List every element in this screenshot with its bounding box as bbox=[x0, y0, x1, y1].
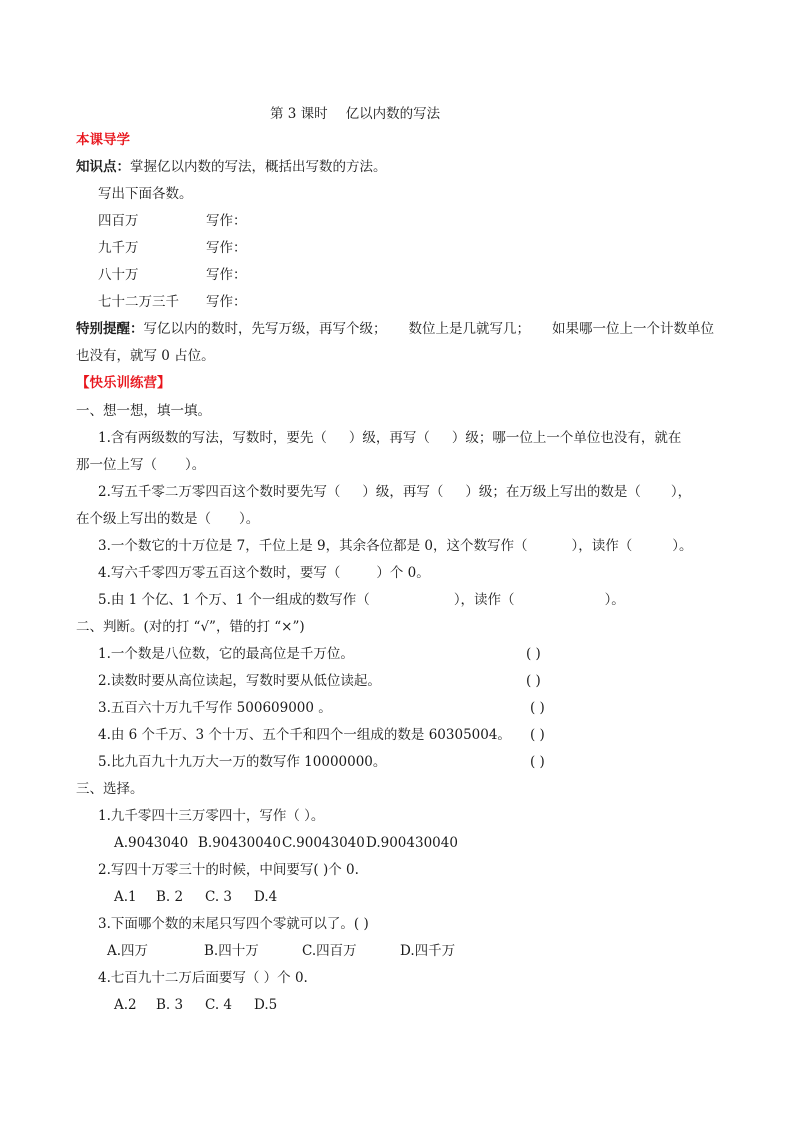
reminder-text-a: 写亿以内的数时，先写万级，再写个级； bbox=[143, 321, 387, 337]
judge-item bbox=[98, 753, 598, 771]
choice-option-a[interactable]: A.2 bbox=[114, 997, 137, 1013]
q2-text-e: 在个级上写出的数是（ bbox=[76, 511, 211, 527]
judge-answer-box[interactable]: ( ) bbox=[526, 646, 541, 662]
q1-text-c: ）级；哪一位上一个单位也没有，就在 bbox=[451, 430, 682, 446]
lesson-topic: 亿以内数的写法 bbox=[345, 106, 441, 122]
choice-question: 4.七百九十二万后面要写（ ）个 0. bbox=[98, 970, 308, 986]
judge-item bbox=[98, 699, 598, 717]
part3-heading: 三、选择。 bbox=[76, 781, 144, 797]
knowledge-text: 掌握亿以内数的写法，概括出写数的方法。 bbox=[130, 159, 387, 175]
reminder-continuation: 也没有，就写 0 占位。 bbox=[76, 348, 215, 364]
reminder-text-c: 如果哪一位上一个计数单位 bbox=[552, 321, 714, 337]
q2-text-f: ）。 bbox=[239, 511, 260, 527]
judge-answer-box[interactable]: ( ) bbox=[530, 754, 545, 770]
write-prompt: 写出下面各数。 bbox=[98, 186, 193, 202]
choice-options bbox=[114, 834, 458, 852]
choice-option-c[interactable]: C.四百万 bbox=[302, 943, 357, 959]
choice-option-b[interactable]: B. 3 bbox=[156, 997, 184, 1013]
judge-item bbox=[98, 645, 598, 663]
judge-text: 4.由 6 个千万、3 个十万、五个千和四个一组成的数是 60305004。 bbox=[98, 727, 511, 743]
choice-option-a[interactable]: A.1 bbox=[114, 889, 137, 905]
choice-options bbox=[107, 942, 455, 960]
choice-option-d[interactable]: D.900430040 bbox=[366, 835, 458, 851]
choice-option-d[interactable]: D.5 bbox=[254, 997, 278, 1013]
special-reminder bbox=[76, 320, 714, 338]
knowledge-point bbox=[76, 158, 387, 176]
part1-heading: 一、想一想，填一填。 bbox=[76, 403, 211, 419]
judge-item bbox=[98, 726, 598, 744]
judge-text: 1.一个数是八位数，它的最高位是千万位。 bbox=[98, 646, 354, 662]
lesson-title bbox=[270, 105, 440, 123]
q1-text-e: ）。 bbox=[185, 457, 206, 473]
judge-text: 5.比九百九十九万大一万的数写作 10000000。 bbox=[98, 754, 387, 770]
fill-question-2 bbox=[98, 483, 691, 501]
judge-answer-box[interactable]: ( ) bbox=[526, 673, 541, 689]
choice-option-c[interactable]: C. 3 bbox=[205, 889, 233, 905]
write-label: 写作： bbox=[206, 267, 247, 283]
q3-text-a: 3.一个数它的十万位是 7，千位上是 9，其余各位都是 0，这个数写作（ bbox=[98, 538, 528, 554]
choice-option-b[interactable]: B.90430040 bbox=[198, 835, 281, 851]
q2-text-a: 2.写五千零二万零四百这个数时要先写（ bbox=[98, 484, 341, 500]
fill-question-1-cont bbox=[76, 456, 205, 474]
write-item bbox=[98, 293, 398, 311]
reminder-text-b: 数位上是几就写几； bbox=[408, 321, 530, 337]
fill-question-2-cont bbox=[76, 510, 259, 528]
choice-question: 3.下面哪个数的末尾只写四个零就可以了。( ) bbox=[98, 916, 369, 932]
part2-heading: 二、判断。(对的打 “√”，错的打 “×”) bbox=[76, 619, 305, 635]
choice-option-a[interactable]: A.四万 bbox=[107, 943, 149, 959]
q4-text-b: ）个 0。 bbox=[376, 565, 430, 581]
q2-text-c: ）级；在万级上写出的数是（ bbox=[465, 484, 641, 500]
choice-option-d[interactable]: D.4 bbox=[254, 889, 278, 905]
write-item bbox=[98, 212, 398, 230]
q4-text-a: 4.写六千零四万零五百这个数时，要写（ bbox=[98, 565, 341, 581]
q1-text-a: 1.含有两级数的写法，写数时，要先（ bbox=[98, 430, 327, 446]
fill-question-5 bbox=[98, 591, 625, 609]
choice-option-c[interactable]: C.90043040 bbox=[282, 835, 365, 851]
q1-text-d: 那一位上写（ bbox=[76, 457, 157, 473]
section-heading-practice: 【快乐训练营】 bbox=[76, 375, 171, 391]
section-heading-guide: 本课导学 bbox=[76, 132, 130, 148]
q3-text-c: ）。 bbox=[672, 538, 693, 554]
write-number: 九千万 bbox=[98, 240, 139, 256]
q3-text-b: ），读作（ bbox=[571, 538, 633, 554]
choice-option-b[interactable]: B. 2 bbox=[156, 889, 184, 905]
knowledge-label: 知识点： bbox=[76, 159, 130, 175]
choice-option-d[interactable]: D.四千万 bbox=[400, 943, 456, 959]
q5-text-b: ），读作（ bbox=[453, 592, 515, 608]
choice-option-a[interactable]: A.9043040 bbox=[114, 835, 189, 851]
q1-text-b: ）级，再写（ bbox=[348, 430, 430, 446]
write-label: 写作： bbox=[206, 294, 247, 310]
judge-answer-box[interactable]: ( ) bbox=[530, 727, 545, 743]
write-label: 写作： bbox=[206, 240, 247, 256]
q5-text-c: ）。 bbox=[604, 592, 625, 608]
choice-option-b[interactable]: B.四十万 bbox=[204, 943, 259, 959]
choice-options bbox=[114, 996, 277, 1014]
fill-question-4 bbox=[98, 564, 430, 582]
fill-question-1 bbox=[98, 429, 681, 447]
judge-text: 3.五百六十万九千写作 500609000 。 bbox=[98, 700, 332, 716]
write-label: 写作： bbox=[206, 213, 247, 229]
q2-text-b: ）级，再写（ bbox=[362, 484, 444, 500]
choice-question: 1.九千零四十三万零四十，写作（ ）。 bbox=[98, 808, 325, 824]
write-item bbox=[98, 239, 398, 257]
judge-answer-box[interactable]: ( ) bbox=[530, 700, 545, 716]
judge-text: 2.读数时要从高位读起，写数时要从低位读起。 bbox=[98, 673, 381, 689]
choice-question: 2.写四十万零三十的时候，中间要写( )个 0. bbox=[98, 862, 359, 878]
q2-text-d: ）， bbox=[670, 484, 692, 500]
lesson-number: 第 3 课时 bbox=[270, 106, 328, 122]
fill-question-3 bbox=[98, 537, 693, 555]
judge-item bbox=[98, 672, 598, 690]
q5-text-a: 5.由 1 个亿、1 个万、1 个一组成的数写作（ bbox=[98, 592, 370, 608]
choice-options bbox=[114, 888, 277, 906]
write-number: 七十二万三千 bbox=[98, 294, 179, 310]
reminder-label: 特别提醒： bbox=[76, 321, 144, 337]
choice-option-c[interactable]: C. 4 bbox=[205, 997, 233, 1013]
write-number: 八十万 bbox=[98, 267, 139, 283]
write-number: 四百万 bbox=[98, 213, 139, 229]
write-item bbox=[98, 266, 398, 284]
